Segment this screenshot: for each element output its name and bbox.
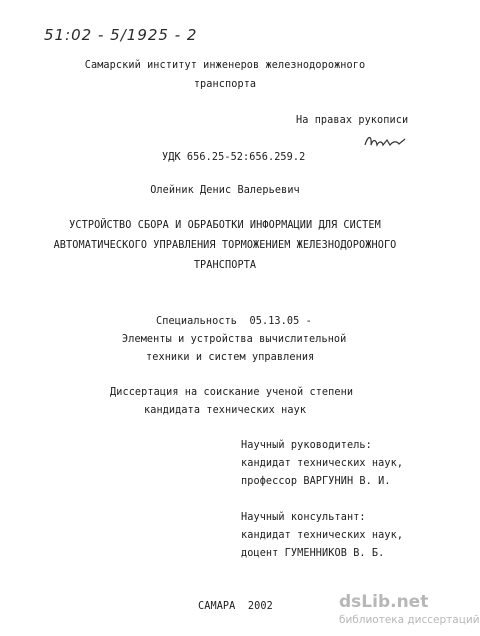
specialty-line-1: Специальность 05.13.05 - [156, 316, 312, 327]
degree-line-2: кандидата технических наук [144, 405, 307, 416]
consultant-name: доцент ГУМЕННИКОВ В. Б. [241, 548, 385, 559]
consultant-degree: кандидат технических наук, [241, 530, 404, 541]
thesis-title-line-1: УСТРОЙСТВО СБОРА И ОБРАБОТКИ ИНФОРМАЦИИ ДЛЯ СИСТЕМ [69, 220, 381, 231]
author-name: Олейник Денис Валерьевич [150, 185, 300, 196]
handwritten-catalog-number: 51:02 - 5/1925 - 2 [44, 26, 198, 44]
signature-icon [363, 131, 407, 151]
supervisor-name: профессор ВАРГУНИН В. И. [241, 476, 391, 487]
degree-line-1: Диссертация на соискание ученой степени [110, 387, 354, 398]
thesis-title-line-3: ТРАНСПОРТА [193, 260, 257, 271]
institute-line-1: Самарский институт инженеров железнодорожного [84, 60, 366, 71]
thesis-title-line-2: АВТОМАТИЧЕСКОГО УПРАВЛЕНИЯ ТОРМОЖЕНИЕМ ЖЕЛЕЗНОДОРОЖНОГО [53, 240, 397, 251]
institute-line-2: транспорта [193, 79, 257, 90]
consultant-heading: Научный консультант: [241, 512, 366, 523]
specialty-line-3: техники и систем управления [146, 352, 315, 363]
watermark-subtitle: библиотека диссертаций [339, 614, 480, 626]
rights-note: На правах рукописи [296, 115, 409, 126]
udc-code: УДК 656.25-52:656.259.2 [162, 152, 306, 163]
supervisor-heading: Научный руководитель: [241, 440, 372, 451]
supervisor-degree: кандидат технических наук, [241, 458, 404, 469]
dslib-watermark [339, 592, 480, 632]
watermark-logo: dsLib.net [339, 592, 429, 612]
city-year: САМАРА 2002 [198, 601, 273, 612]
specialty-line-2: Элементы и устройства вычислительной [122, 334, 347, 345]
